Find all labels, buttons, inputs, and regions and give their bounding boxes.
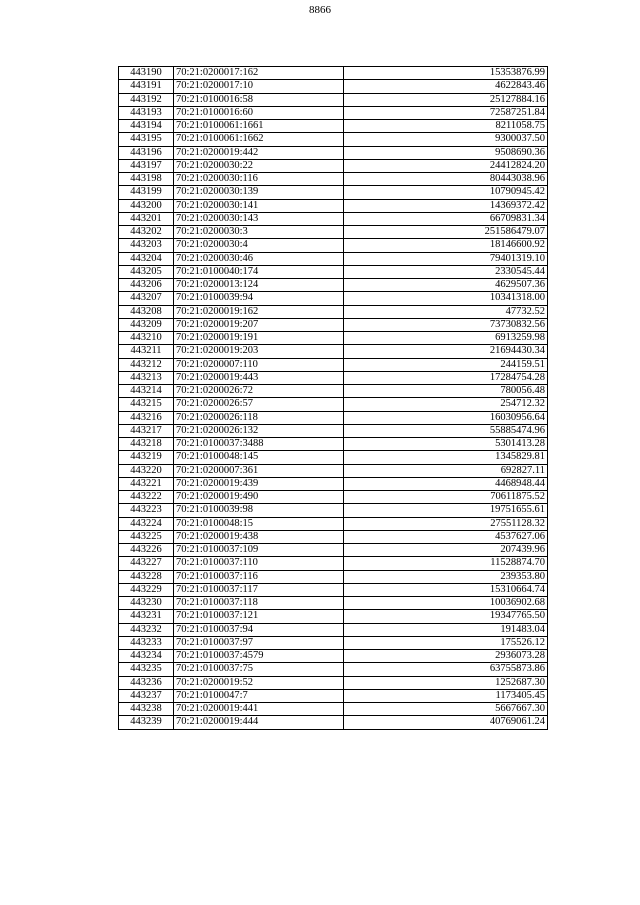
table-row [119, 371, 548, 384]
value-cell: 10790945.42 [344, 186, 548, 199]
value-cell: 11528874.70 [344, 557, 548, 570]
row-id-cell: 443201 [119, 212, 174, 225]
table-row [119, 451, 548, 464]
cadastral-number-cell: 70:21:0100061:1662 [174, 133, 344, 146]
table-row [119, 398, 548, 411]
table-row [119, 570, 548, 583]
row-id-cell: 443216 [119, 411, 174, 424]
cadastral-number-cell: 70:21:0100037:110 [174, 557, 344, 570]
value-cell: 63755873.86 [344, 663, 548, 676]
row-id-cell: 443238 [119, 703, 174, 716]
row-id-cell: 443190 [119, 67, 174, 80]
row-id-cell: 443239 [119, 716, 174, 729]
value-cell: 251586479.07 [344, 226, 548, 239]
row-id-cell: 443205 [119, 265, 174, 278]
table-row [119, 623, 548, 636]
cadastral-number-cell: 70:21:0100037:116 [174, 570, 344, 583]
value-cell: 191483.04 [344, 623, 548, 636]
cadastral-number-cell: 70:21:0200019:442 [174, 146, 344, 159]
value-cell: 15353876.99 [344, 67, 548, 80]
row-id-cell: 443212 [119, 358, 174, 371]
row-id-cell: 443220 [119, 464, 174, 477]
row-id-cell: 443217 [119, 424, 174, 437]
value-cell: 10341318.00 [344, 292, 548, 305]
data-table [118, 66, 548, 730]
value-cell: 18146600.92 [344, 239, 548, 252]
table-row [119, 477, 548, 490]
table-row [119, 318, 548, 331]
cadastral-number-cell: 70:21:0100037:121 [174, 610, 344, 623]
cadastral-number-cell: 70:21:0200026:57 [174, 398, 344, 411]
row-id-cell: 443206 [119, 279, 174, 292]
cadastral-number-cell: 70:21:0200019:444 [174, 716, 344, 729]
cadastral-number-cell: 70:21:0100039:94 [174, 292, 344, 305]
table-row [119, 424, 548, 437]
cadastral-number-cell: 70:21:0200019:490 [174, 491, 344, 504]
row-id-cell: 443219 [119, 451, 174, 464]
value-cell: 175526.12 [344, 636, 548, 649]
value-cell: 66709831.34 [344, 212, 548, 225]
cadastral-number-cell: 70:21:0200017:162 [174, 67, 344, 80]
cadastral-number-cell: 70:21:0100037:3488 [174, 438, 344, 451]
table-row [119, 663, 548, 676]
cadastral-number-cell: 70:21:0200030:46 [174, 252, 344, 265]
cadastral-number-cell: 70:21:0200030:22 [174, 159, 344, 172]
table-row [119, 120, 548, 133]
cadastral-number-cell: 70:21:0200019:162 [174, 305, 344, 318]
value-cell: 79401319.10 [344, 252, 548, 265]
table-row [119, 610, 548, 623]
value-cell: 16030956.64 [344, 411, 548, 424]
row-id-cell: 443202 [119, 226, 174, 239]
table-row [119, 517, 548, 530]
value-cell: 4537627.06 [344, 530, 548, 543]
row-id-cell: 443198 [119, 173, 174, 186]
cadastral-number-cell: 70:21:0200030:143 [174, 212, 344, 225]
value-cell: 19751655.61 [344, 504, 548, 517]
value-cell: 780056.48 [344, 385, 548, 398]
table-row [119, 358, 548, 371]
row-id-cell: 443235 [119, 663, 174, 676]
table-row [119, 265, 548, 278]
cadastral-number-cell: 70:21:0200007:361 [174, 464, 344, 477]
value-cell: 5301413.28 [344, 438, 548, 451]
cadastral-number-cell: 70:21:0200030:3 [174, 226, 344, 239]
value-cell: 9508690.36 [344, 146, 548, 159]
row-id-cell: 443214 [119, 385, 174, 398]
row-id-cell: 443210 [119, 332, 174, 345]
row-id-cell: 443203 [119, 239, 174, 252]
row-id-cell: 443208 [119, 305, 174, 318]
row-id-cell: 443222 [119, 491, 174, 504]
row-id-cell: 443193 [119, 106, 174, 119]
table-row [119, 159, 548, 172]
value-cell: 692827.11 [344, 464, 548, 477]
cadastral-number-cell: 70:21:0100040:174 [174, 265, 344, 278]
row-id-cell: 443225 [119, 530, 174, 543]
row-id-cell: 443231 [119, 610, 174, 623]
value-cell: 14369372.42 [344, 199, 548, 212]
value-cell: 4468948.44 [344, 477, 548, 490]
row-id-cell: 443233 [119, 636, 174, 649]
cadastral-number-cell: 70:21:0100048:145 [174, 451, 344, 464]
table-row [119, 146, 548, 159]
table-row [119, 491, 548, 504]
table-row [119, 199, 548, 212]
table-row [119, 464, 548, 477]
cadastral-number-cell: 70:21:0200017:10 [174, 80, 344, 93]
value-cell: 21694430.34 [344, 345, 548, 358]
value-cell: 70611875.52 [344, 491, 548, 504]
value-cell: 1252687.30 [344, 676, 548, 689]
cadastral-number-cell: 70:21:0100037:109 [174, 544, 344, 557]
table-row [119, 676, 548, 689]
table-row [119, 133, 548, 146]
cadastral-number-cell: 70:21:0200013:124 [174, 279, 344, 292]
table-row [119, 80, 548, 93]
table-row [119, 212, 548, 225]
table-row [119, 226, 548, 239]
row-id-cell: 443196 [119, 146, 174, 159]
row-id-cell: 443234 [119, 650, 174, 663]
row-id-cell: 443209 [119, 318, 174, 331]
value-cell: 1345829.81 [344, 451, 548, 464]
value-cell: 72587251.84 [344, 106, 548, 119]
value-cell: 47732.52 [344, 305, 548, 318]
row-id-cell: 443218 [119, 438, 174, 451]
value-cell: 254712.32 [344, 398, 548, 411]
table-row [119, 504, 548, 517]
table-row [119, 411, 548, 424]
row-id-cell: 443229 [119, 583, 174, 596]
cadastral-number-cell: 70:21:0200030:4 [174, 239, 344, 252]
cadastral-number-cell: 70:21:0100048:15 [174, 517, 344, 530]
row-id-cell: 443191 [119, 80, 174, 93]
table-row [119, 106, 548, 119]
cadastral-number-cell: 70:21:0100037:117 [174, 583, 344, 596]
row-id-cell: 443237 [119, 689, 174, 702]
table-row [119, 305, 548, 318]
table-row [119, 438, 548, 451]
cadastral-number-cell: 70:21:0100037:118 [174, 597, 344, 610]
table-row [119, 703, 548, 716]
table-row [119, 67, 548, 80]
row-id-cell: 443195 [119, 133, 174, 146]
table-row [119, 530, 548, 543]
row-id-cell: 443199 [119, 186, 174, 199]
table-body [119, 67, 548, 730]
cadastral-number-cell: 70:21:0200019:443 [174, 371, 344, 384]
row-id-cell: 443228 [119, 570, 174, 583]
cadastral-number-cell: 70:21:0100016:58 [174, 93, 344, 106]
value-cell: 1173405.45 [344, 689, 548, 702]
cadastral-number-cell: 70:21:0200019:207 [174, 318, 344, 331]
table-row [119, 689, 548, 702]
table-row [119, 252, 548, 265]
table-row [119, 597, 548, 610]
row-id-cell: 443213 [119, 371, 174, 384]
cadastral-number-cell: 70:21:0200019:441 [174, 703, 344, 716]
value-cell: 40769061.24 [344, 716, 548, 729]
cadastral-number-cell: 70:21:0200030:141 [174, 199, 344, 212]
row-id-cell: 443215 [119, 398, 174, 411]
row-id-cell: 443230 [119, 597, 174, 610]
cadastral-number-cell: 70:21:0100037:75 [174, 663, 344, 676]
table-row [119, 636, 548, 649]
value-cell: 24412824.20 [344, 159, 548, 172]
row-id-cell: 443236 [119, 676, 174, 689]
value-cell: 10036902.68 [344, 597, 548, 610]
cadastral-number-cell: 70:21:0100039:98 [174, 504, 344, 517]
table-row [119, 583, 548, 596]
cadastral-number-cell: 70:21:0200007:110 [174, 358, 344, 371]
value-cell: 19347765.50 [344, 610, 548, 623]
row-id-cell: 443200 [119, 199, 174, 212]
table-row [119, 239, 548, 252]
row-id-cell: 443226 [119, 544, 174, 557]
cadastral-number-cell: 70:21:0100016:60 [174, 106, 344, 119]
table-row [119, 544, 548, 557]
table-row [119, 279, 548, 292]
table-row [119, 385, 548, 398]
table-row [119, 557, 548, 570]
row-id-cell: 443211 [119, 345, 174, 358]
value-cell: 15310664.74 [344, 583, 548, 596]
value-cell: 55885474.96 [344, 424, 548, 437]
row-id-cell: 443194 [119, 120, 174, 133]
cadastral-number-cell: 70:21:0200019:203 [174, 345, 344, 358]
value-cell: 4629507.36 [344, 279, 548, 292]
cadastral-number-cell: 70:21:0200019:438 [174, 530, 344, 543]
table-row [119, 93, 548, 106]
cadastral-number-cell: 70:21:0200030:116 [174, 173, 344, 186]
table-row [119, 345, 548, 358]
value-cell: 27551128.32 [344, 517, 548, 530]
cadastral-number-cell: 70:21:0200026:132 [174, 424, 344, 437]
cadastral-number-cell: 70:21:0200030:139 [174, 186, 344, 199]
value-cell: 2330545.44 [344, 265, 548, 278]
table-row [119, 650, 548, 663]
table-row [119, 716, 548, 729]
row-id-cell: 443221 [119, 477, 174, 490]
row-id-cell: 443224 [119, 517, 174, 530]
cadastral-number-cell: 70:21:0200019:439 [174, 477, 344, 490]
row-id-cell: 443197 [119, 159, 174, 172]
table-row [119, 332, 548, 345]
page-number: 8866 [309, 4, 331, 16]
value-cell: 25127884.16 [344, 93, 548, 106]
cadastral-number-cell: 70:21:0100037:4579 [174, 650, 344, 663]
value-cell: 5667667.30 [344, 703, 548, 716]
cadastral-number-cell: 70:21:0100037:94 [174, 623, 344, 636]
row-id-cell: 443204 [119, 252, 174, 265]
cadastral-number-cell: 70:21:0100061:1661 [174, 120, 344, 133]
row-id-cell: 443232 [119, 623, 174, 636]
row-id-cell: 443223 [119, 504, 174, 517]
cadastral-number-cell: 70:21:0100047:7 [174, 689, 344, 702]
table-row [119, 186, 548, 199]
cadastral-number-cell: 70:21:0200019:191 [174, 332, 344, 345]
value-cell: 239353.80 [344, 570, 548, 583]
row-id-cell: 443207 [119, 292, 174, 305]
value-cell: 207439.96 [344, 544, 548, 557]
cadastral-number-cell: 70:21:0100037:97 [174, 636, 344, 649]
value-cell: 80443038.96 [344, 173, 548, 186]
value-cell: 244159.51 [344, 358, 548, 371]
row-id-cell: 443227 [119, 557, 174, 570]
table-row [119, 173, 548, 186]
value-cell: 8211058.75 [344, 120, 548, 133]
cadastral-number-cell: 70:21:0200019:52 [174, 676, 344, 689]
table-row [119, 292, 548, 305]
value-cell: 6913259.98 [344, 332, 548, 345]
cadastral-number-cell: 70:21:0200026:118 [174, 411, 344, 424]
value-cell: 4622843.46 [344, 80, 548, 93]
cadastral-number-cell: 70:21:0200026:72 [174, 385, 344, 398]
value-cell: 73730832.56 [344, 318, 548, 331]
value-cell: 9300037.50 [344, 133, 548, 146]
value-cell: 17284754.28 [344, 371, 548, 384]
row-id-cell: 443192 [119, 93, 174, 106]
value-cell: 2936073.28 [344, 650, 548, 663]
